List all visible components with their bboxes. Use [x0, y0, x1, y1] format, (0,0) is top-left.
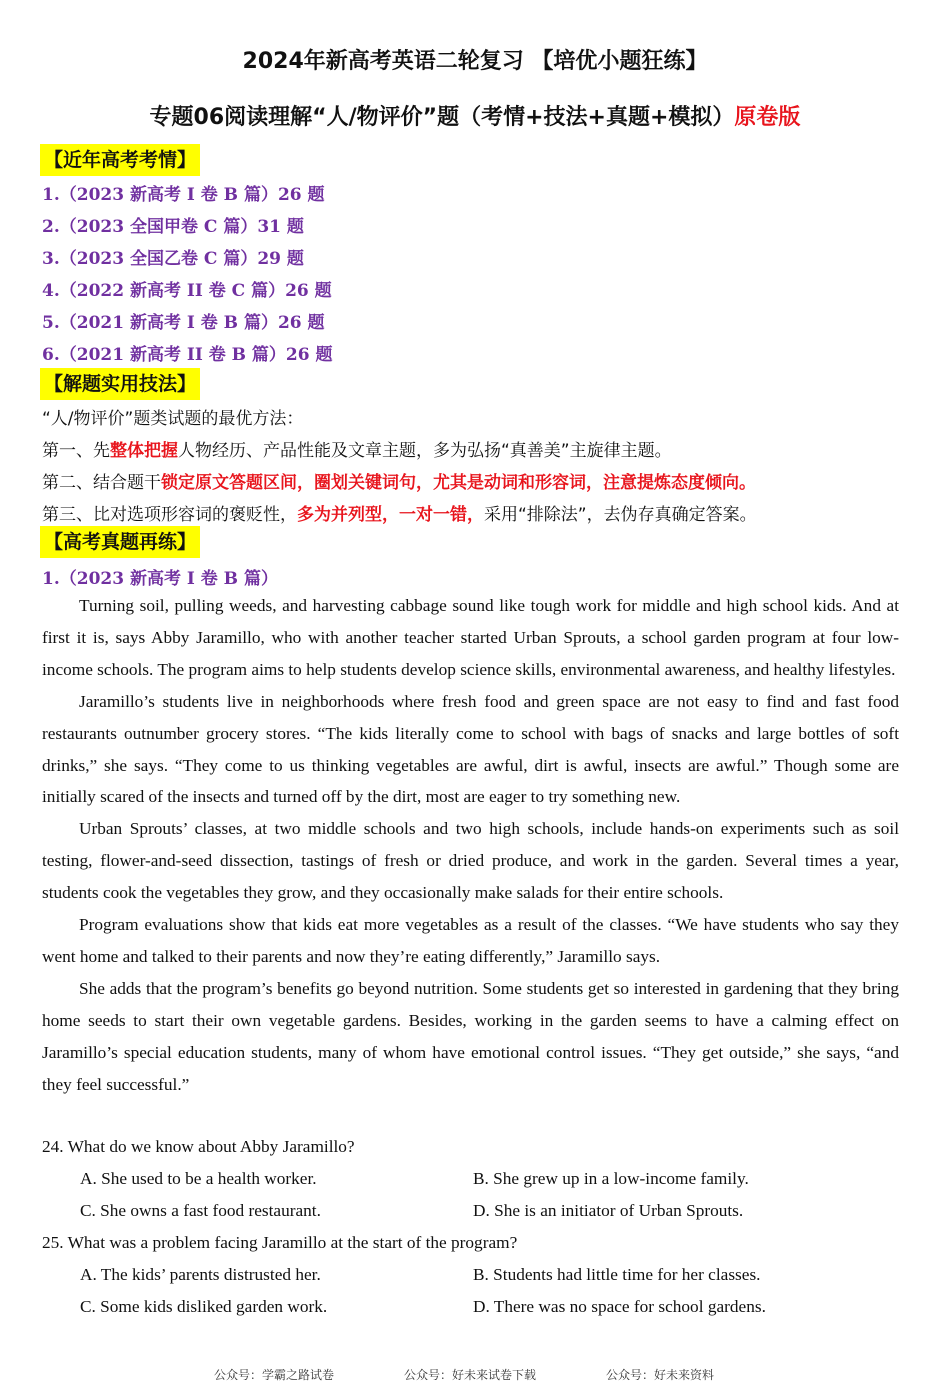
question-option: D. She is an initiator of Urban Sprouts. [473, 1201, 744, 1220]
method-text: 第二、结合题干 [42, 473, 161, 493]
methods-intro: “人/物评价”题类试题的最优方法： [42, 409, 304, 429]
method-text: 第三、比对选项形容词的褒贬性， [42, 505, 297, 525]
question-option: A. The kids’ parents distrusted her. [80, 1265, 321, 1284]
method-step-2 [42, 468, 756, 493]
method-text: 人物经历、产品性能及文章主题，多为弘扬“真善美”主旋律主题。 [178, 441, 672, 461]
question-option: A. She used to be a health worker. [80, 1169, 317, 1188]
recent-item: 3.（2023 全国乙卷 C 篇）29 题 [42, 249, 304, 269]
question-option: B. Students had little time for her classes. [473, 1265, 761, 1284]
question-option: B. She grew up in a low-income family. [473, 1169, 749, 1188]
passage-paragraph: She adds that the program’s benefits go beyond nutrition. Some students get so interested in gardening that they bring home seeds to start their own vegetable gardens. Besides, working in the garden seems to have a calming effect on Jaramillo’s special education students, many of whom have emotional control issues. “They get outside,” she says, “and they feel successful.” [42, 978, 899, 1094]
document-title: 2024年新高考英语二轮复习 【培优小题狂练】 [242, 49, 708, 74]
question-option: C. Some kids disliked garden work. [80, 1297, 328, 1316]
method-text: 采用“排除法”，去伪存真确定答案。 [484, 505, 757, 525]
subtitle-text: 专题06阅读理解“人/物评价”题（考情+技法+真题+模拟） [149, 105, 735, 130]
recent-item: 6.（2021 新高考 II 卷 B 篇）26 题 [42, 345, 333, 365]
method-step-3 [42, 500, 757, 525]
method-highlight: 整体把握 [110, 441, 178, 461]
section-heading-practice: 【高考真题再练】 [40, 526, 200, 558]
question-stem: 25. What was a problem facing Jaramillo at the start of the program? [42, 1233, 518, 1252]
question-stem: 24. What do we know about Abby Jaramillo? [42, 1137, 355, 1156]
passage-paragraph: Program evaluations show that kids eat more vegetables as a result of the classes. “We have students who say they went home and talked to their parents and now they’re eating differently,” Jaramillo says. [42, 915, 899, 966]
passage-paragraph: Turning soil, pulling weeds, and harvesting cabbage sound like tough work for middle and high school kids. And at first it is, says Abby Jaramillo, who with another teacher started Urban Sprouts, a school garden program at four low-income schools. The program aims to help students develop science skills, environmental awareness, and healthy lifestyles. [42, 596, 899, 679]
footer-note: 公众号：好未来资料 [606, 1368, 715, 1382]
recent-item: 4.（2022 新高考 II 卷 C 篇）26 题 [42, 281, 332, 301]
practice-reference: 1.（2023 新高考 I 卷 B 篇） [42, 569, 278, 589]
section-heading-recent: 【近年高考考情】 [40, 144, 200, 176]
recent-item: 5.（2021 新高考 I 卷 B 篇）26 题 [42, 313, 325, 333]
section-heading-methods: 【解题实用技法】 [40, 368, 200, 400]
method-highlight: 锁定原文答题区间，圈划关键词句，尤其是动词和形容词，注意提炼态度倾向。 [161, 473, 756, 493]
method-step-1 [42, 436, 672, 461]
reading-passage [42, 590, 899, 1101]
recent-item: 1.（2023 新高考 I 卷 B 篇）26 题 [42, 185, 325, 205]
method-text: 第一、先 [42, 441, 110, 461]
question-option: C. She owns a fast food restaurant. [80, 1201, 321, 1220]
subtitle-tag: 原卷版 [734, 105, 801, 130]
footer-note: 公众号：学霸之路试卷 [214, 1368, 335, 1382]
document-subtitle [0, 100, 950, 131]
footer-note: 公众号：好未来试卷下载 [404, 1368, 537, 1382]
passage-paragraph: Urban Sprouts’ classes, at two middle schools and two high schools, include hands-on experiments such as soil testing, flower-and-seed dissection, tastings of fresh or dried produce, and work in the garden. Several times a year, students cook the vegetables they grow, and they occasionally make salads for their entire schools. [42, 819, 899, 903]
question-option: D. There was no space for school gardens. [473, 1297, 766, 1316]
recent-item: 2.（2023 全国甲卷 C 篇）31 题 [42, 217, 304, 237]
method-highlight: 多为并列型，一对一错， [297, 505, 484, 525]
passage-paragraph: Jaramillo’s students live in neighborhoods where fresh food and green space are not easy to find and fast food restaurants outnumber grocery stores. “The kids literally come to school with bags of snacks and large bottles of soft drinks,” she says. “They come to us thinking vegetables are awful, dirt is awful, insects are awful.” Though some are initially scared of the insects and turned off by the dirt, most are eager to try something new. [42, 691, 899, 807]
